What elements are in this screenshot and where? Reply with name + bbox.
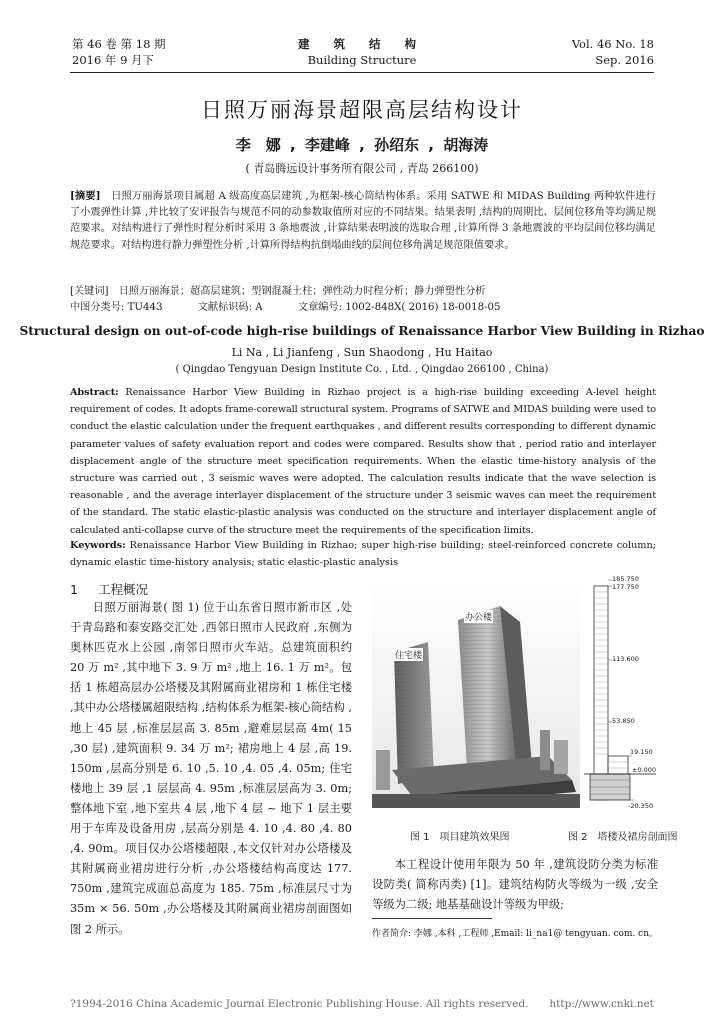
elevation-label: 53.850: [612, 717, 635, 725]
residential-tower-label: 住宅楼: [394, 648, 423, 661]
journal-name-cn: 建 筑 结 构: [297, 37, 426, 51]
volume-issue-en: Vol. 46 No. 18: [571, 37, 654, 51]
section-number: 1: [70, 582, 78, 597]
abstract-cn-label: [摘要]: [70, 190, 101, 202]
english-keywords: [70, 538, 656, 571]
body-text-right: [372, 855, 658, 915]
volume-issue: 第 46 卷 第 18 期: [72, 37, 166, 51]
section-title: 工程概况: [97, 582, 148, 597]
clc-number: 中图分类号: TU443: [70, 302, 163, 313]
section1-paragraph: 日照万丽海景( 图 1) 位于山东省日照市新市区 ,处于青岛路和泰安路交汇处 ,西邻日照市人民政府 ,东侧为奥林匹克水上公园 ,南邻日照市火车站。总建筑面积约 20 万 m² ,其中地下 3. 9 万 m² ,地上 16. 1 万 m²。包括 1 栋超高层办公塔楼及其附属商业裙房和 1 栋住宅楼 ,其中办公塔楼属超限结构 ,结构体系为框架-核心筒结构 ,地上 45 层 ,标准层层高 3. 85m ,避难层层高 4m( 15 ,30 层) ,建筑面积 9. 34 万 m²; 裙房地上 4 层 ,高 19. 150m ,层高分别是 6. 10 ,5. 10 ,4. 05 ,4. 05m; 住宅楼地上 39 层 ,1 层层高 4. 95m ,标准层层高为 3. 0m; 整体地下室 ,地下室共 4 层 ,地下 4 层 ~ 地下 1 层主要用于车库及设备用房 ,层高分别是 4. 10 ,4. 80 ,4. 80 ,4. 90m。项目仅办公塔楼超限 ,本文仅针对办公塔楼及其附属商业裙房进行分析 ,办公塔楼结构高度达 177. 750m ,建筑完成面总高度为 185. 75m ,标准层尺寸为 35m × 56. 50m ,办公塔楼及其附属商业裙房剖面图如图 2 所示。: [70, 601, 352, 936]
building-section-diagram: [584, 572, 656, 812]
elevation-label: ±0.000: [632, 766, 657, 774]
body-text-left: [70, 598, 352, 940]
publication-date: 2016 年 9 月下: [72, 53, 155, 67]
section-heading: [70, 580, 148, 598]
office-tower-label: 办公楼: [464, 610, 493, 623]
abstract-cn-text: 日照万丽海景项目属超 A 级高度高层建筑 ,为框架-核心筒结构体系。采用 SATWE 和 MIDAS Building 两种软件进行了小震弹性计算 ,并比较了安评报告与规范不同的动参数取值所对应的不同结果。结果表明 ,结构的周期比、层间位移角等均满足规范要求。对结构进行了弹性时程分析时采用 3 条地震波 ,计算结果表明波的选取合理 ,计算所得 3 条地震波的平均层间位移均满足规范要求。对结构进行静力弹塑性分析 ,计算所得结构抗倒塌曲线的层间位移角满足规范限值要求。: [70, 191, 656, 251]
journal-name-en: Building Structure: [307, 53, 417, 67]
english-abstract-label: Abstract:: [70, 387, 119, 398]
english-keywords-label: Keywords:: [70, 540, 126, 551]
english-authors: Li Na , Li Jianfeng , Sun Shaodong , Hu Haitao: [231, 346, 493, 359]
figure1-rendering: [372, 580, 580, 808]
keywords-cn: [70, 284, 656, 300]
affiliation: ( 青岛腾远设计事务所有限公司 , 青岛 266100): [245, 162, 479, 175]
english-title: Structural design on out-of-code high-rise buildings of Renaissance Harbor View Building in Rizhao: [19, 324, 705, 338]
figure-area: [372, 572, 656, 812]
paper-title: 日照万丽海景超限高层结构设计: [201, 98, 523, 122]
elevation-label: 185.750: [612, 575, 639, 583]
footnote-rule: [372, 918, 492, 919]
figure2-section-drawing: [584, 572, 656, 812]
elevation-label: 19.150: [630, 748, 653, 756]
article-number: 文章编号: 1002-848X( 2016) 18-0018-05: [297, 302, 501, 313]
english-keywords-text: Renaissance Harbor View Building in Rizhao; super high-rise building; steel-reinforced concrete column; dynamic elastic time-history analysis; static elastic-plastic analysis: [70, 540, 656, 568]
header-rule: [70, 72, 654, 73]
publication-date-en: Sep. 2016: [595, 53, 654, 67]
copyright-notice: ?1994-2016 China Academic Journal Electronic Publishing House. All rights reserved. http://www.cnki.net: [70, 998, 654, 1010]
abstract-cn: [70, 188, 656, 254]
keywords-cn-label: [关键词]: [70, 286, 109, 297]
elevation-label: -20.350: [628, 802, 654, 810]
english-abstract: [70, 384, 656, 539]
english-abstract-text: Renaissance Harbor View Building in Rizhao project is a high-rise building exceeding A-level height requirement of codes. It adopts frame-corewall structural system. Programs of SATWE and MIDAS building were used to conduct the elastic calculation under the frequent earthquakes , and different results corresponding to different dynamic parameter values of safety evaluation report and codes were compared. Results show that , period ratio and interlayer displacement angle of the structure meet specification requirements. When the elastic time-history analysis of the structure was carried out , 3 seismic waves were adopted. The calculation results indicate that the wave selection is reasonable , and the average interlayer displacement of the structure under 3 seismic waves can meet the requirement of the standard. The static elastic-plastic analysis was conducted on the structure and interlayer displacement angle of calculated anti-collapse curve of the structure meet the requirements of the specification limits.: [70, 387, 656, 536]
running-header-right: [572, 36, 654, 68]
document-code: 文献标识码: A: [197, 302, 263, 313]
english-affiliation: ( Qingdao Tengyuan Design Institute Co. , Ltd. , Qingdao 266100 , China): [175, 364, 549, 375]
figure2-caption: 图 2 塔楼及裙房剖面图: [568, 832, 678, 843]
figure1-caption: 图 1 项目建筑效果图: [410, 832, 510, 843]
design-parameters-paragraph: 本工程设计使用年限为 50 年 ,建筑设防分类为标准设防类( 简称丙类) [1]。建筑结构防火等级为一级 ,安全等级为二级; 地基基础设计等级为甲级;: [372, 858, 658, 912]
classification-row: [70, 300, 656, 316]
author-list: 李 娜 , 李建峰 , 孙绍东 , 胡海涛: [235, 136, 489, 154]
elevation-label: 113.600: [612, 655, 639, 663]
keywords-cn-text: 日照万丽海景；超高层建筑；型钢混凝土柱；弹性动力时程分析；静力弹塑性分析: [108, 286, 486, 297]
author-footnote: 作者简介: 李娜 ,本科 ,工程师 ,Email: li_na1@ tengyuan. com. cn。: [372, 929, 659, 939]
elevation-label: 177.750: [612, 583, 639, 591]
